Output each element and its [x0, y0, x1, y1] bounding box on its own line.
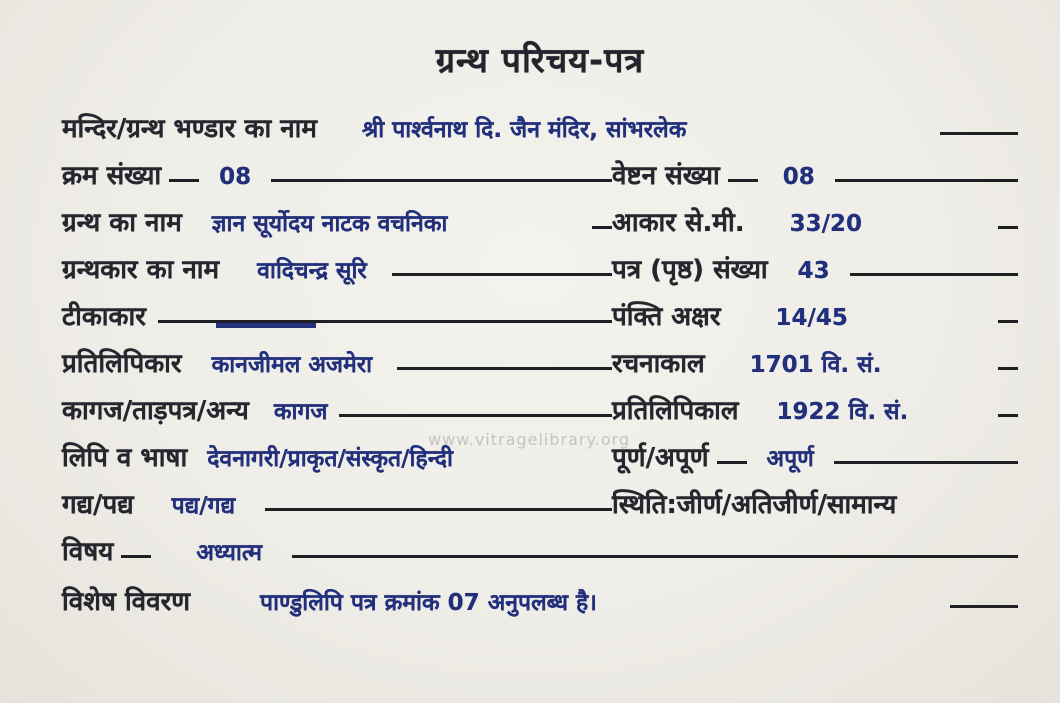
rule-line: [950, 605, 1018, 608]
col-pankti-akshar: [612, 303, 1018, 333]
lipi-bhasha-label: लिपि व भाषा: [62, 443, 188, 474]
rule-line: [392, 273, 612, 276]
purn-apurn-value: अपूर्ण: [766, 446, 814, 473]
rule-line: [998, 320, 1018, 323]
mandir-value: श्री पार्श्वनाथ दि. जैन मंदिर, सांभरलेक: [361, 117, 687, 144]
granthkar-label: ग्रन्थकार का नाम: [62, 255, 220, 286]
blank-value-underline: [216, 323, 316, 328]
rule-line: [998, 226, 1018, 229]
col-lipi-bhasha: [62, 444, 612, 474]
gadya-padya-value: पद्य/गद्य: [171, 493, 236, 520]
col-kram: [62, 162, 612, 192]
kram-value: 08: [219, 164, 252, 191]
pratilipikar-value: कानजीमल अजमेरा: [211, 352, 373, 379]
patra-sankhya-label: पत्र (पृष्ठ) संख्या: [612, 255, 768, 286]
row-granthkar-patra: [62, 244, 1018, 291]
col-pratilipikar: [62, 350, 612, 380]
rachnakaal-value: 1701 वि. सं.: [749, 352, 882, 379]
veshtan-label: वेष्टन संख्या: [612, 161, 720, 192]
row-kagaj-pratilipikaal: [62, 385, 1018, 432]
pankti-akshar-label: पंक्ति अक्षर: [612, 302, 721, 333]
gadya-padya-label: गद्य/पद्य: [62, 490, 134, 521]
col-kagaj: [62, 397, 612, 427]
mandir-label: मन्दिर/ग्रन्थ भण्डार का नाम: [62, 114, 317, 145]
row-vishay: [62, 526, 1018, 573]
vishesh-vivaran-label: विशेष विवरण: [62, 587, 191, 618]
col-patra-sankhya: [612, 256, 1018, 286]
kagaj-value: कागज: [273, 399, 328, 426]
rule-line: [169, 179, 199, 182]
aakaar-label: आकार से.मी.: [612, 208, 745, 239]
veshtan-value: 08: [782, 164, 815, 191]
rachnakaal-label: रचनाकाल: [612, 349, 705, 380]
row-gadya-sthiti: [62, 479, 1018, 526]
rule-line: [265, 508, 612, 511]
rule-line: [835, 179, 1018, 182]
rule-line: [940, 132, 1018, 135]
granth-naam-label: ग्रन्थ का नाम: [62, 208, 182, 239]
col-granth-naam: [62, 209, 612, 239]
page-title: ग्रन्थ परिचय-पत्र: [435, 41, 645, 81]
kram-label: क्रम संख्या: [62, 161, 162, 192]
col-gadya-padya: [62, 491, 612, 521]
patra-sankhya-value: 43: [797, 258, 830, 285]
rule-line: [728, 179, 758, 182]
row-lipi-purn: [62, 432, 1018, 479]
lipi-bhasha-value: देवनागरी/प्राकृत/संस्कृत/हिन्दी: [207, 446, 453, 473]
rule-line: [397, 367, 612, 370]
row-tikakar-pankti: [62, 291, 1018, 338]
vishay-label: विषय: [62, 537, 114, 568]
col-aakaar: [612, 209, 1018, 239]
vishesh-vivaran-value: पाण्डुलिपि पत्र क्रमांक 07 अनुपलब्ध है।: [260, 590, 597, 617]
aakaar-value: 33/20: [789, 211, 862, 238]
rule-line: [339, 414, 612, 417]
row-granthnaam-aakaar: [62, 197, 1018, 244]
row-mandir: [62, 100, 1018, 150]
col-pratilipikaal: [612, 397, 1018, 427]
granthkar-value: वादिचन्द्र सूरि: [257, 258, 367, 285]
row-vishesh-vivaran: [62, 573, 1018, 623]
rule-line: [850, 273, 1018, 276]
rule-line: [834, 461, 1018, 464]
sthiti-label: स्थिति:जीर्ण/अतिजीर्ण/सामान्य: [612, 490, 897, 521]
rule-line: [292, 555, 1018, 558]
catalog-form: [62, 100, 1018, 623]
granth-naam-value: ज्ञान सूर्योदय नाटक वचनिका: [211, 211, 448, 238]
col-purn-apurn: [612, 444, 1018, 474]
rule-line: [717, 461, 747, 464]
col-granthkar: [62, 256, 612, 286]
pankti-akshar-value: 14/45: [775, 305, 848, 332]
col-tikakar: [62, 303, 612, 333]
kagaj-label: कागज/ताड़पत्र/अन्य: [62, 396, 249, 427]
col-rachnakaal: [612, 350, 1018, 380]
pratilipikaal-label: प्रतिलिपिकाल: [612, 396, 739, 427]
watermark: www.vitragelibrary.org: [428, 430, 630, 449]
rule-line: [998, 414, 1018, 417]
pratilipikar-label: प्रतिलिपिकार: [62, 349, 182, 380]
pratilipikaal-value: 1922 वि. सं.: [776, 399, 909, 426]
rule-line: [121, 555, 151, 558]
rule-line: [592, 226, 612, 229]
rule-line: [271, 179, 612, 182]
purn-apurn-label: पूर्ण/अपूर्ण: [612, 443, 709, 474]
col-sthiti: [612, 491, 1018, 521]
row-pratilipikar-rachnakaal: [62, 338, 1018, 385]
col-veshtan: [612, 162, 1018, 192]
tikakar-label: टीकाकार: [62, 302, 146, 333]
rule-line: [998, 367, 1018, 370]
rule-line: [158, 304, 612, 323]
row-kram-veshtan: [62, 150, 1018, 197]
vishay-value: अध्यात्म: [196, 540, 263, 567]
